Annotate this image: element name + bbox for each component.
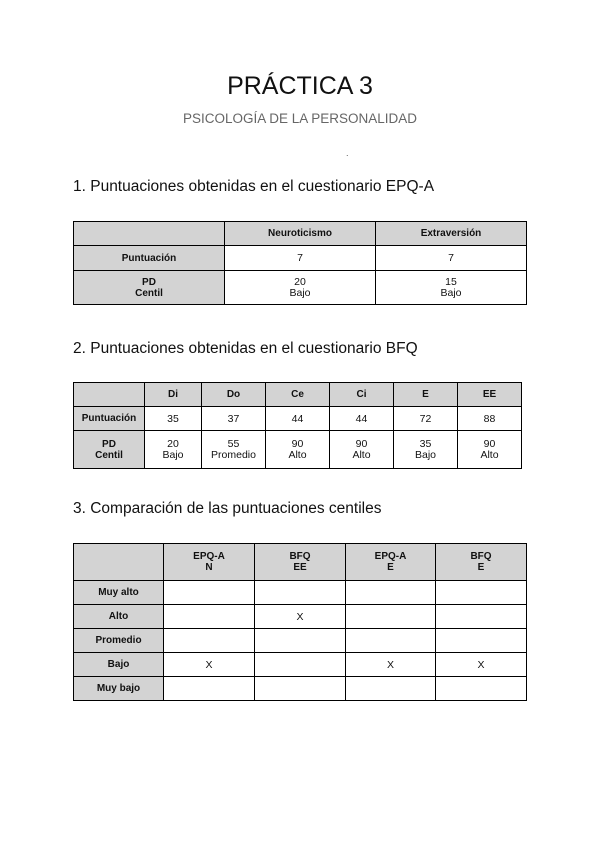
row-header-pd-centil <box>74 431 145 469</box>
table-header-row <box>74 383 522 407</box>
column-header-e: E <box>394 383 458 407</box>
column-header-do: Do <box>202 383 266 407</box>
centile-comparison-table <box>73 543 527 701</box>
cell-value: 44 <box>330 407 394 431</box>
cell-mark <box>436 605 527 629</box>
cell-centil: Promedio <box>211 448 256 461</box>
cell-value: 72 <box>394 407 458 431</box>
cell-pd: 55 <box>227 437 240 450</box>
cell-centil: Bajo <box>162 448 184 461</box>
cell-value: 7 <box>225 246 376 271</box>
cell-mark <box>436 581 527 605</box>
cell-mark <box>346 581 436 605</box>
cell-mark <box>346 677 436 701</box>
section-2-heading: 2. Puntuaciones obtenidas en el cuestionario BFQ <box>73 340 418 357</box>
table-row <box>74 653 527 677</box>
cell-pd-centil <box>202 431 266 469</box>
row-header-muy-bajo: Muy bajo <box>74 677 164 701</box>
cell-pd-centil <box>376 271 527 305</box>
column-header-bfq-ee <box>255 544 346 581</box>
cell-mark <box>346 605 436 629</box>
page-title: PRÁCTICA 3 <box>227 72 373 100</box>
column-header-line1: BFQ <box>470 551 492 562</box>
cell-mark: X <box>164 653 255 677</box>
cell-value: 88 <box>458 407 522 431</box>
table-row <box>74 629 527 653</box>
row-header-promedio: Promedio <box>74 629 164 653</box>
cell-mark: X <box>255 605 346 629</box>
cell-mark <box>255 677 346 701</box>
cell-centil: Alto <box>480 448 499 461</box>
row-header-pd: PD <box>102 438 116 450</box>
cell-pd: 90 <box>355 437 368 450</box>
column-header-line2: N <box>205 562 213 573</box>
cell-mark <box>436 677 527 701</box>
cell-mark <box>164 629 255 653</box>
page-subtitle: PSICOLOGÍA DE LA PERSONALIDAD <box>182 111 418 126</box>
column-header-ci: Ci <box>330 383 394 407</box>
cell-mark <box>255 653 346 677</box>
cell-mark <box>346 629 436 653</box>
cell-pd: 20 <box>294 275 306 288</box>
cell-pd: 15 <box>445 275 457 288</box>
cell-pd-centil <box>225 271 376 305</box>
row-header-pd-centil <box>74 271 225 305</box>
column-header-di: Di <box>145 383 202 407</box>
cell-value: 35 <box>145 407 202 431</box>
cell-mark <box>164 581 255 605</box>
table-row <box>74 677 527 701</box>
row-header-muy-alto: Muy alto <box>74 581 164 605</box>
column-header-bfq-e <box>436 544 527 581</box>
cell-value: 37 <box>202 407 266 431</box>
corner-cell <box>74 383 145 407</box>
cell-centil: Alto <box>352 448 371 461</box>
corner-cell <box>74 222 225 246</box>
column-header-ee: EE <box>458 383 522 407</box>
cell-pd: 90 <box>483 437 496 450</box>
table-row <box>74 605 527 629</box>
bfq-table <box>73 382 522 469</box>
cell-mark <box>255 629 346 653</box>
cell-mark <box>164 677 255 701</box>
row-header-pd: PD <box>142 276 156 288</box>
table-row <box>74 431 522 469</box>
cell-centil: Bajo <box>440 286 462 299</box>
column-header-ce: Ce <box>266 383 330 407</box>
epq-a-table <box>73 221 527 305</box>
column-header-line1: EPQ-A <box>193 551 225 562</box>
row-header-bajo: Bajo <box>74 653 164 677</box>
section-1-heading: 1. Puntuaciones obtenidas en el cuestionario EPQ-A <box>73 178 435 195</box>
cell-pd-centil <box>330 431 394 469</box>
cell-pd: 35 <box>419 437 432 450</box>
row-header-centil: Centil <box>135 287 163 299</box>
column-header-line2: EE <box>293 562 307 573</box>
corner-cell <box>74 544 164 581</box>
row-header-centil: Centil <box>95 449 123 461</box>
cell-pd: 90 <box>291 437 304 450</box>
column-header-neuroticismo: Neuroticismo <box>225 222 376 246</box>
cell-pd-centil <box>458 431 522 469</box>
column-header-line1: BFQ <box>289 551 311 562</box>
row-header-puntuacion: Puntuación <box>74 246 225 271</box>
cell-mark: X <box>436 653 527 677</box>
table-row <box>74 271 527 305</box>
column-header-extraversion: Extraversión <box>376 222 527 246</box>
table-row <box>74 407 522 431</box>
cell-value: 44 <box>266 407 330 431</box>
row-header-alto: Alto <box>74 605 164 629</box>
cell-pd-centil <box>266 431 330 469</box>
stray-dot: . <box>346 148 349 158</box>
column-header-line2: E <box>477 562 485 573</box>
table-header-row <box>74 222 527 246</box>
cell-centil: Bajo <box>289 286 311 299</box>
cell-centil: Bajo <box>414 448 436 461</box>
section-3-heading: 3. Comparación de las puntuaciones centiles <box>73 500 382 517</box>
cell-mark: X <box>346 653 436 677</box>
column-header-line1: EPQ-A <box>374 551 407 562</box>
column-header-epq-a-n <box>164 544 255 581</box>
cell-pd-centil <box>394 431 458 469</box>
column-header-line2: E <box>387 562 394 573</box>
column-header-epq-a-e <box>346 544 436 581</box>
table-row <box>74 246 527 271</box>
row-header-puntuacion: Puntuación <box>74 407 145 431</box>
cell-mark <box>436 629 527 653</box>
table-header-row <box>74 544 527 581</box>
table-row <box>74 581 527 605</box>
cell-mark <box>164 605 255 629</box>
cell-value: 7 <box>376 246 527 271</box>
cell-pd: 20 <box>167 437 179 450</box>
cell-centil: Alto <box>288 448 307 461</box>
cell-mark <box>255 581 346 605</box>
cell-pd-centil <box>145 431 202 469</box>
